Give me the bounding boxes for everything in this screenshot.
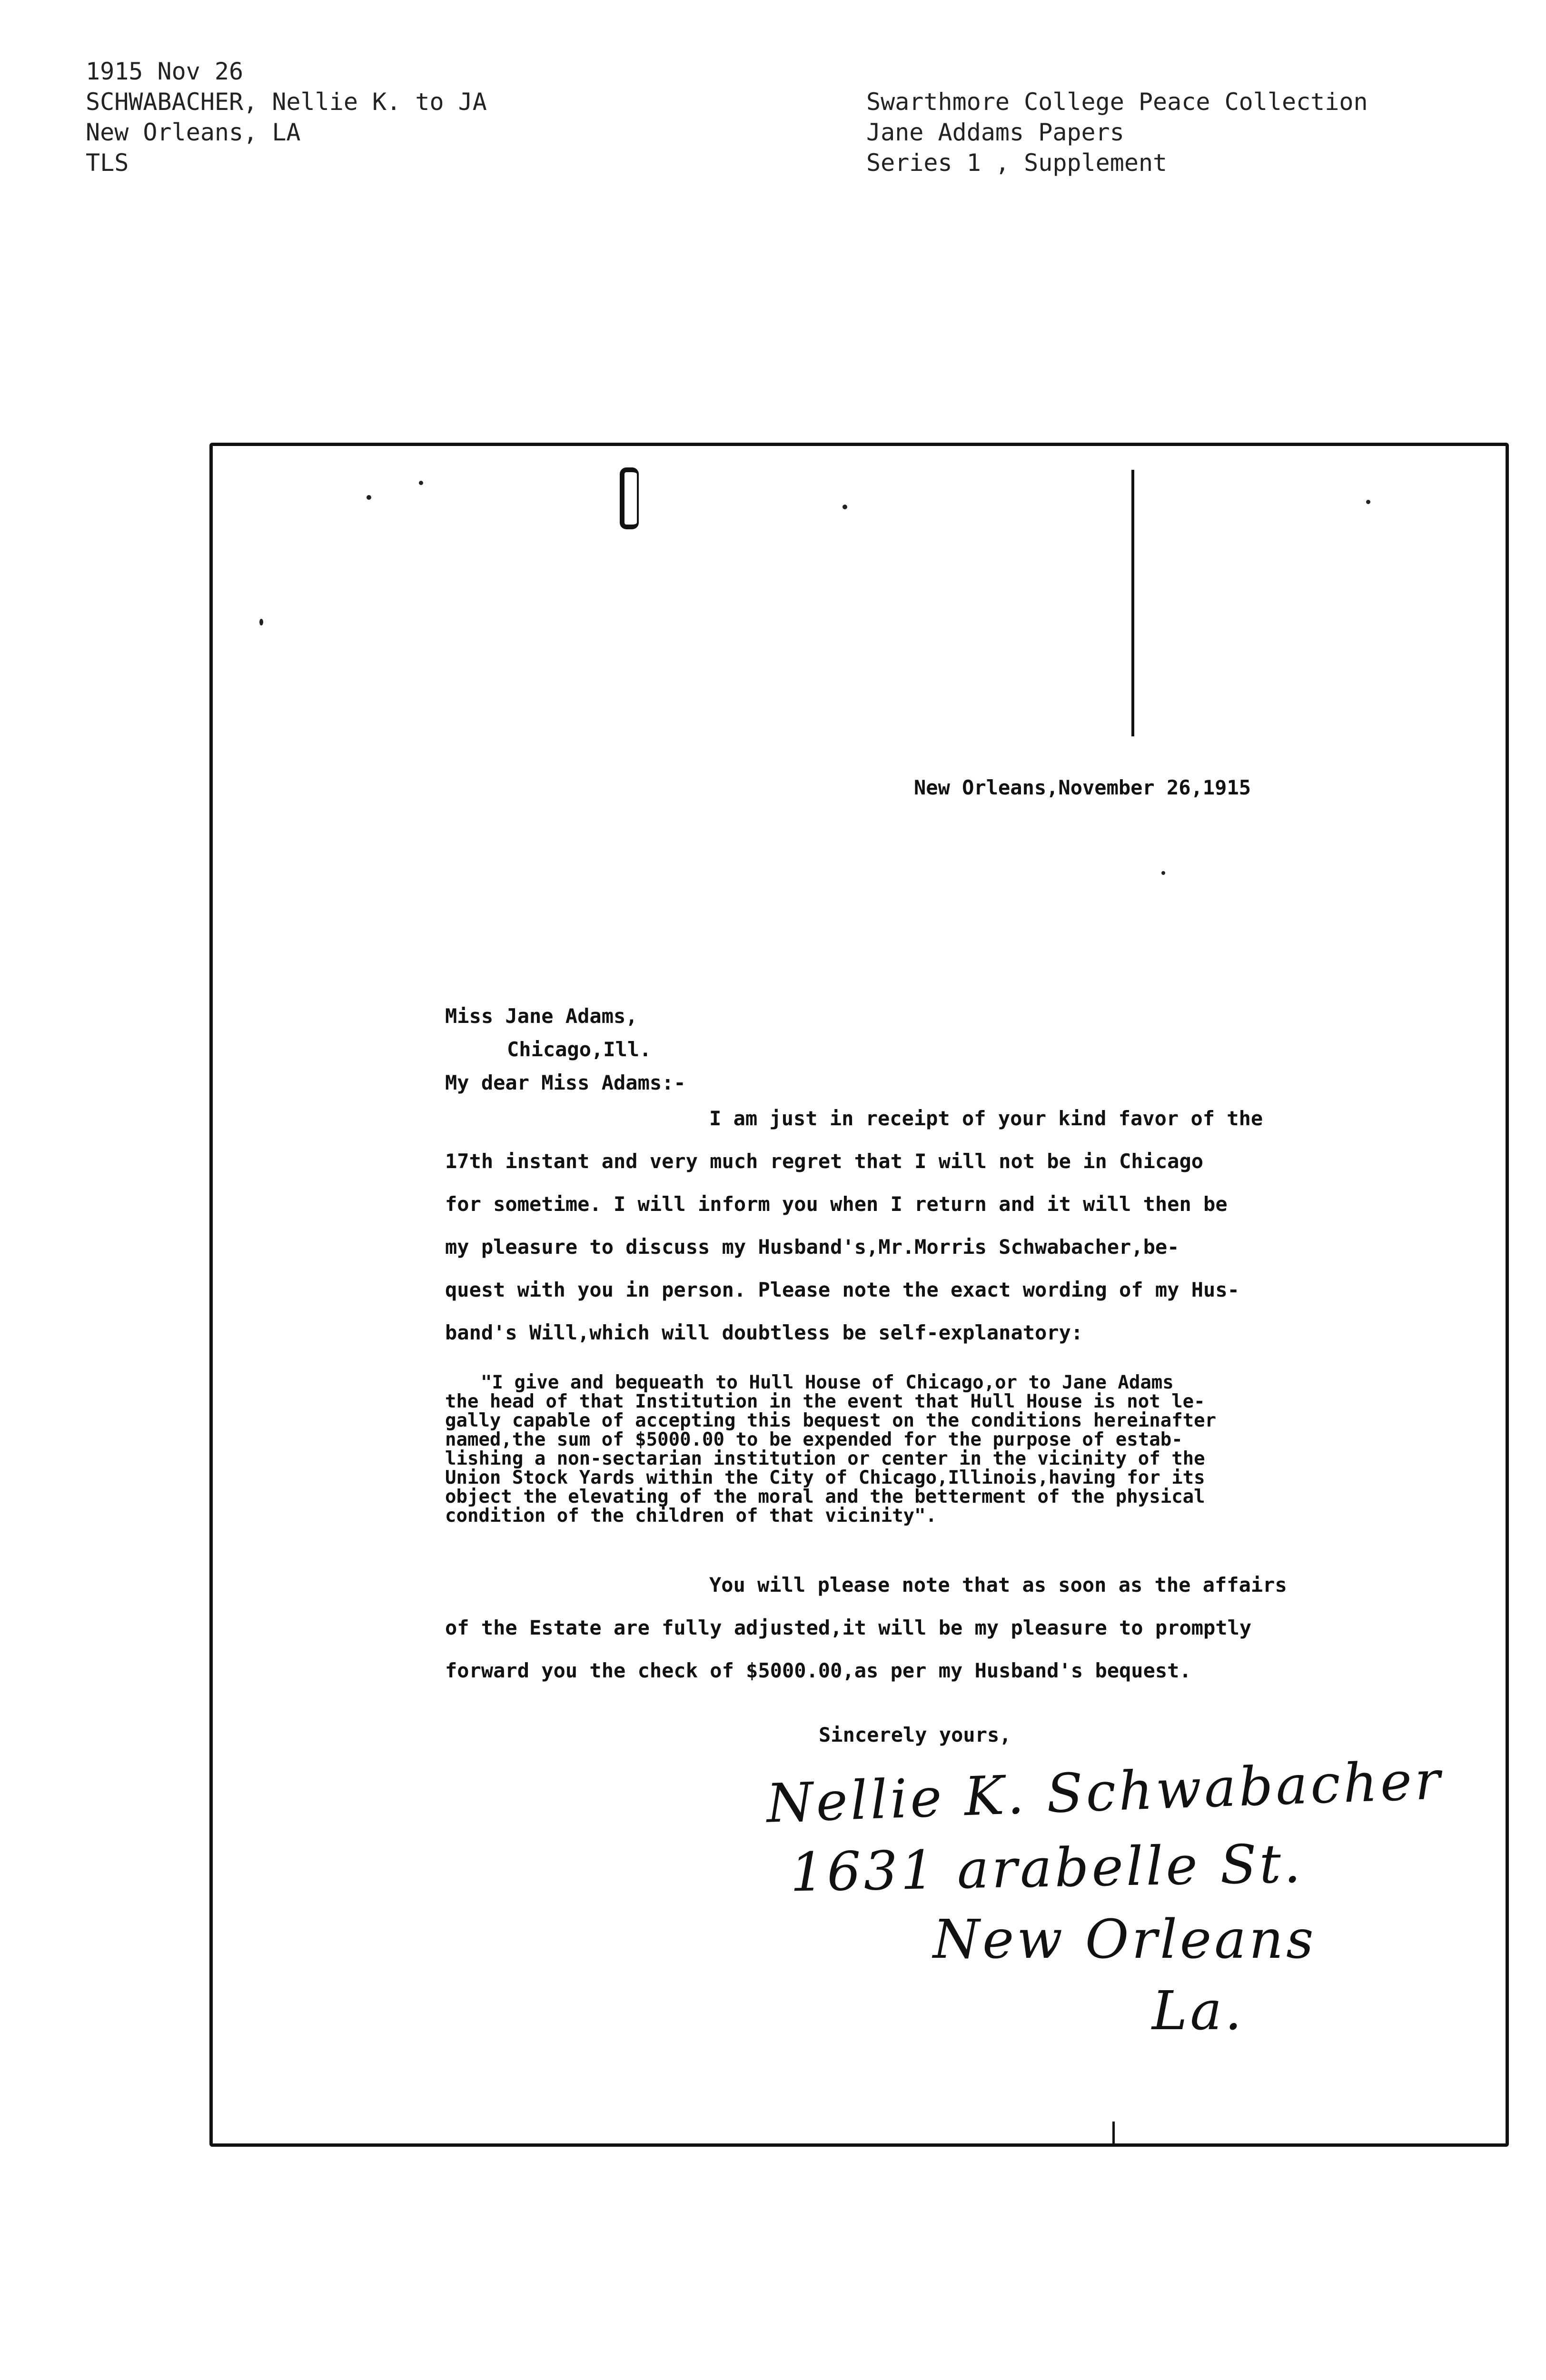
punch-hole-mark bbox=[620, 467, 639, 529]
bottom-mark bbox=[1112, 2122, 1115, 2145]
quote-line: object the elevating of the moral and the betterment of the physical bbox=[445, 1486, 1205, 1507]
speck bbox=[367, 495, 371, 500]
catalog-date: 1915 Nov 26 bbox=[86, 58, 244, 85]
paragraph-line: You will please note that as soon as the affairs bbox=[709, 1573, 1287, 1597]
speck bbox=[419, 481, 423, 485]
paragraph-line: my pleasure to discuss my Husband's,Mr.Morris Schwabacher,be- bbox=[445, 1235, 1179, 1259]
paragraph-line: band's Will,which will doubtless be self-explanatory: bbox=[445, 1321, 1083, 1344]
quote-line: the head of that Institution in the event that Hull House is not le- bbox=[445, 1391, 1205, 1412]
paragraph-line: for sometime. I will inform you when I return and it will then be bbox=[445, 1192, 1228, 1216]
catalog-doc-type: TLS bbox=[86, 149, 129, 177]
paragraph-line: quest with you in person. Please note the exact wording of my Hus- bbox=[445, 1278, 1239, 1301]
signature-city: New Orleans bbox=[933, 1909, 1317, 1971]
salutation: My dear Miss Adams:- bbox=[445, 1071, 686, 1094]
letter-dateline: New Orleans,November 26,1915 bbox=[914, 776, 1251, 799]
collection-header bbox=[866, 87, 1368, 178]
signature-state: La. bbox=[1152, 1980, 1245, 2042]
quote-line: lishing a non-sectarian institution or center in the vicinity of the bbox=[445, 1448, 1205, 1469]
fold-mark bbox=[1131, 470, 1134, 736]
catalog-correspondents: SCHWABACHER, Nellie K. to JA bbox=[86, 88, 487, 116]
papers-name: Jane Addams Papers bbox=[866, 119, 1124, 146]
series-name: Series 1 , Supplement bbox=[866, 149, 1168, 177]
quote-line: gally capable of accepting this bequest on the conditions hereinafter bbox=[445, 1410, 1217, 1431]
signature-street: 1631 arabelle St. bbox=[789, 1833, 1304, 1904]
quote-line: condition of the children of that vicinity". bbox=[445, 1505, 937, 1527]
recipient-city: Chicago,Ill. bbox=[507, 1038, 652, 1061]
catalog-place: New Orleans, LA bbox=[86, 119, 301, 146]
recipient-name: Miss Jane Adams, bbox=[445, 1004, 638, 1028]
closing: Sincerely yours, bbox=[819, 1723, 1011, 1746]
quote-line: "I give and bequeath to Hull House of Chicago,or to Jane Adams bbox=[481, 1372, 1174, 1393]
collection-name: Swarthmore College Peace Collection bbox=[866, 88, 1368, 116]
speck bbox=[1366, 500, 1370, 504]
speck bbox=[842, 505, 847, 509]
paragraph-line: I am just in receipt of your kind favor of the bbox=[709, 1107, 1263, 1130]
speck bbox=[259, 619, 263, 625]
paragraph-line: 17th instant and very much regret that I will not be in Chicago bbox=[445, 1150, 1204, 1173]
quote-line: Union Stock Yards within the City of Chicago,Illinois,having for its bbox=[445, 1467, 1205, 1488]
quote-line: named,the sum of $5000.00 to be expended for the purpose of estab- bbox=[445, 1429, 1183, 1450]
paragraph-line: forward you the check of $5000.00,as per my Husband's bequest. bbox=[445, 1659, 1191, 1682]
signature-name: Nellie K. Schwabacher bbox=[765, 1749, 1444, 1835]
paragraph-line: of the Estate are fully adjusted,it will be my pleasure to promptly bbox=[445, 1616, 1252, 1639]
speck bbox=[1161, 871, 1165, 875]
catalog-metadata bbox=[86, 56, 487, 178]
